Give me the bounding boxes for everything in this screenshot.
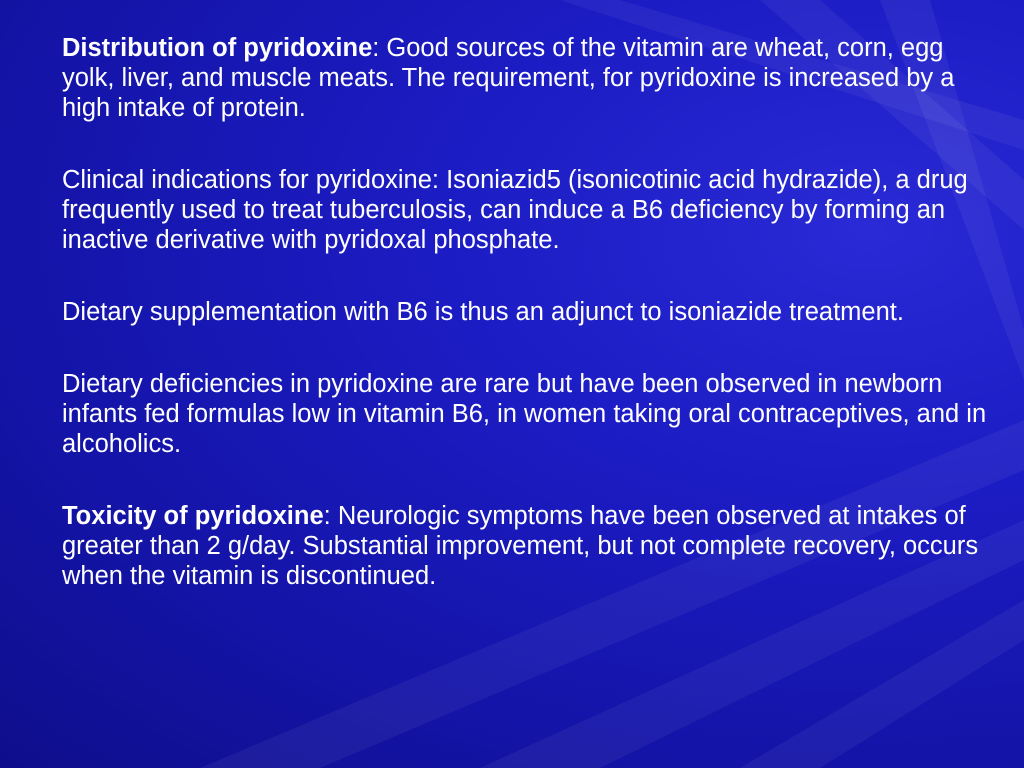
paragraph-deficiencies <box>62 369 1002 459</box>
paragraph-heading: Distribution of pyridoxine <box>62 34 373 62</box>
paragraph-clinical-indications <box>62 165 1002 255</box>
paragraph-heading: Toxicity of pyridoxine <box>62 502 324 530</box>
paragraph-text: Dietary deficiencies in pyridoxine are rare but have been observed in newborn infants fed formulas low in vitamin B6, in women taking oral contraceptives, and in alcoholics. <box>62 370 987 458</box>
paragraph-text: Dietary supplementation with B6 is thus an adjunct to isoniazide treatment. <box>62 298 904 326</box>
paragraph-text: Clinical indications for pyridoxine: Isoniazid5 (isonicotinic acid hydrazide), a drug frequently used to treat tuberculosis, can induce a B6 deficiency by forming an inactive derivative with pyridoxal phosphate. <box>62 166 968 254</box>
paragraph-toxicity <box>62 501 1002 591</box>
paragraph-supplementation <box>62 297 1002 327</box>
paragraph-text: : Good sources of the vitamin are wheat, corn, egg yolk, liver, and muscle meats. The requirement, for pyridoxine is increased by a high intake of protein. <box>62 34 955 122</box>
paragraph-distribution <box>62 33 1002 123</box>
paragraph-text: : Neurologic symptoms have been observed at intakes of greater than 2 g/day. Substantial improvement, but not complete recovery, occurs when the vitamin is discontinued. <box>62 502 979 590</box>
slide-body <box>62 33 1002 633</box>
